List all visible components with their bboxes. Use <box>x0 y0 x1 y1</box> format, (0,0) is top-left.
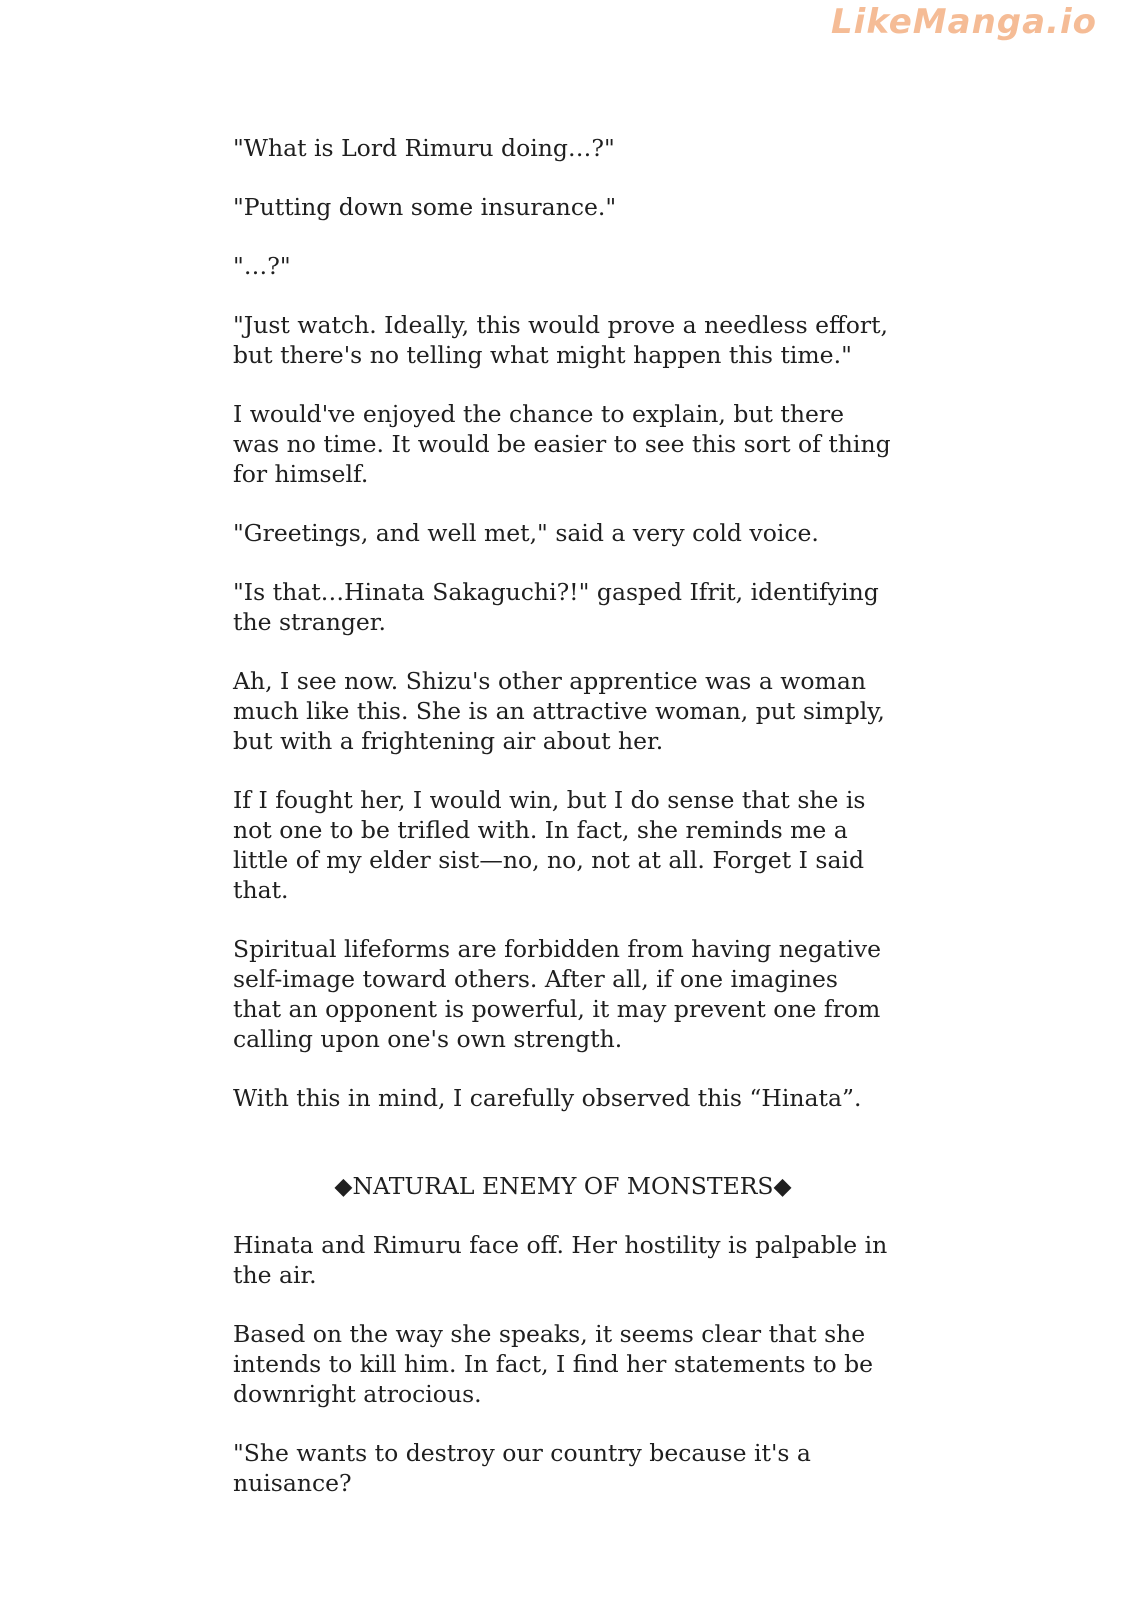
paragraph: "…?" <box>233 252 291 280</box>
paragraph: Based on the way she speaks, it seems clear that she intends to kill him. In fact, I find her statements to be downright atrocious. <box>233 1320 874 1408</box>
paragraph: Spiritual lifeforms are forbidden from having negative self-image toward others. After all, if one imagines that an opponent is powerful, it may prevent one from calling upon one's own strength. <box>233 935 882 1053</box>
paragraph: "Just watch. Ideally, this would prove a needless effort, but there's no telling what might happen this time." <box>233 311 889 369</box>
paragraph: I would've enjoyed the chance to explain, but there was no time. It would be easier to see this sort of thing for himself. <box>233 400 891 488</box>
paragraph: "She wants to destroy our country because it's a nuisance? <box>233 1439 811 1497</box>
text-page <box>233 133 893 1527</box>
paragraph: With this in mind, I carefully observed this “Hinata”. <box>233 1084 862 1112</box>
paragraph: If I fought her, I would win, but I do sense that she is not one to be trifled with. In fact, she reminds me a little of my elder sist—no, no, not at all. Forget I said that. <box>233 786 866 904</box>
paragraph: "Is that…Hinata Sakaguchi?!" gasped Ifrit, identifying the stranger. <box>233 578 879 636</box>
section-heading: ◆NATURAL ENEMY OF MONSTERS◆ <box>334 1172 792 1200</box>
site-watermark: LikeManga.io <box>831 2 1097 42</box>
paragraph: "Greetings, and well met," said a very cold voice. <box>233 519 819 547</box>
paragraph: Hinata and Rimuru face off. Her hostility is palpable in the air. <box>233 1231 888 1289</box>
paragraph: "Putting down some insurance." <box>233 193 617 221</box>
paragraph: "What is Lord Rimuru doing…?" <box>233 134 615 162</box>
paragraph: Ah, I see now. Shizu's other apprentice was a woman much like this. She is an attractive woman, put simply, but with a frightening air about her. <box>233 667 885 755</box>
